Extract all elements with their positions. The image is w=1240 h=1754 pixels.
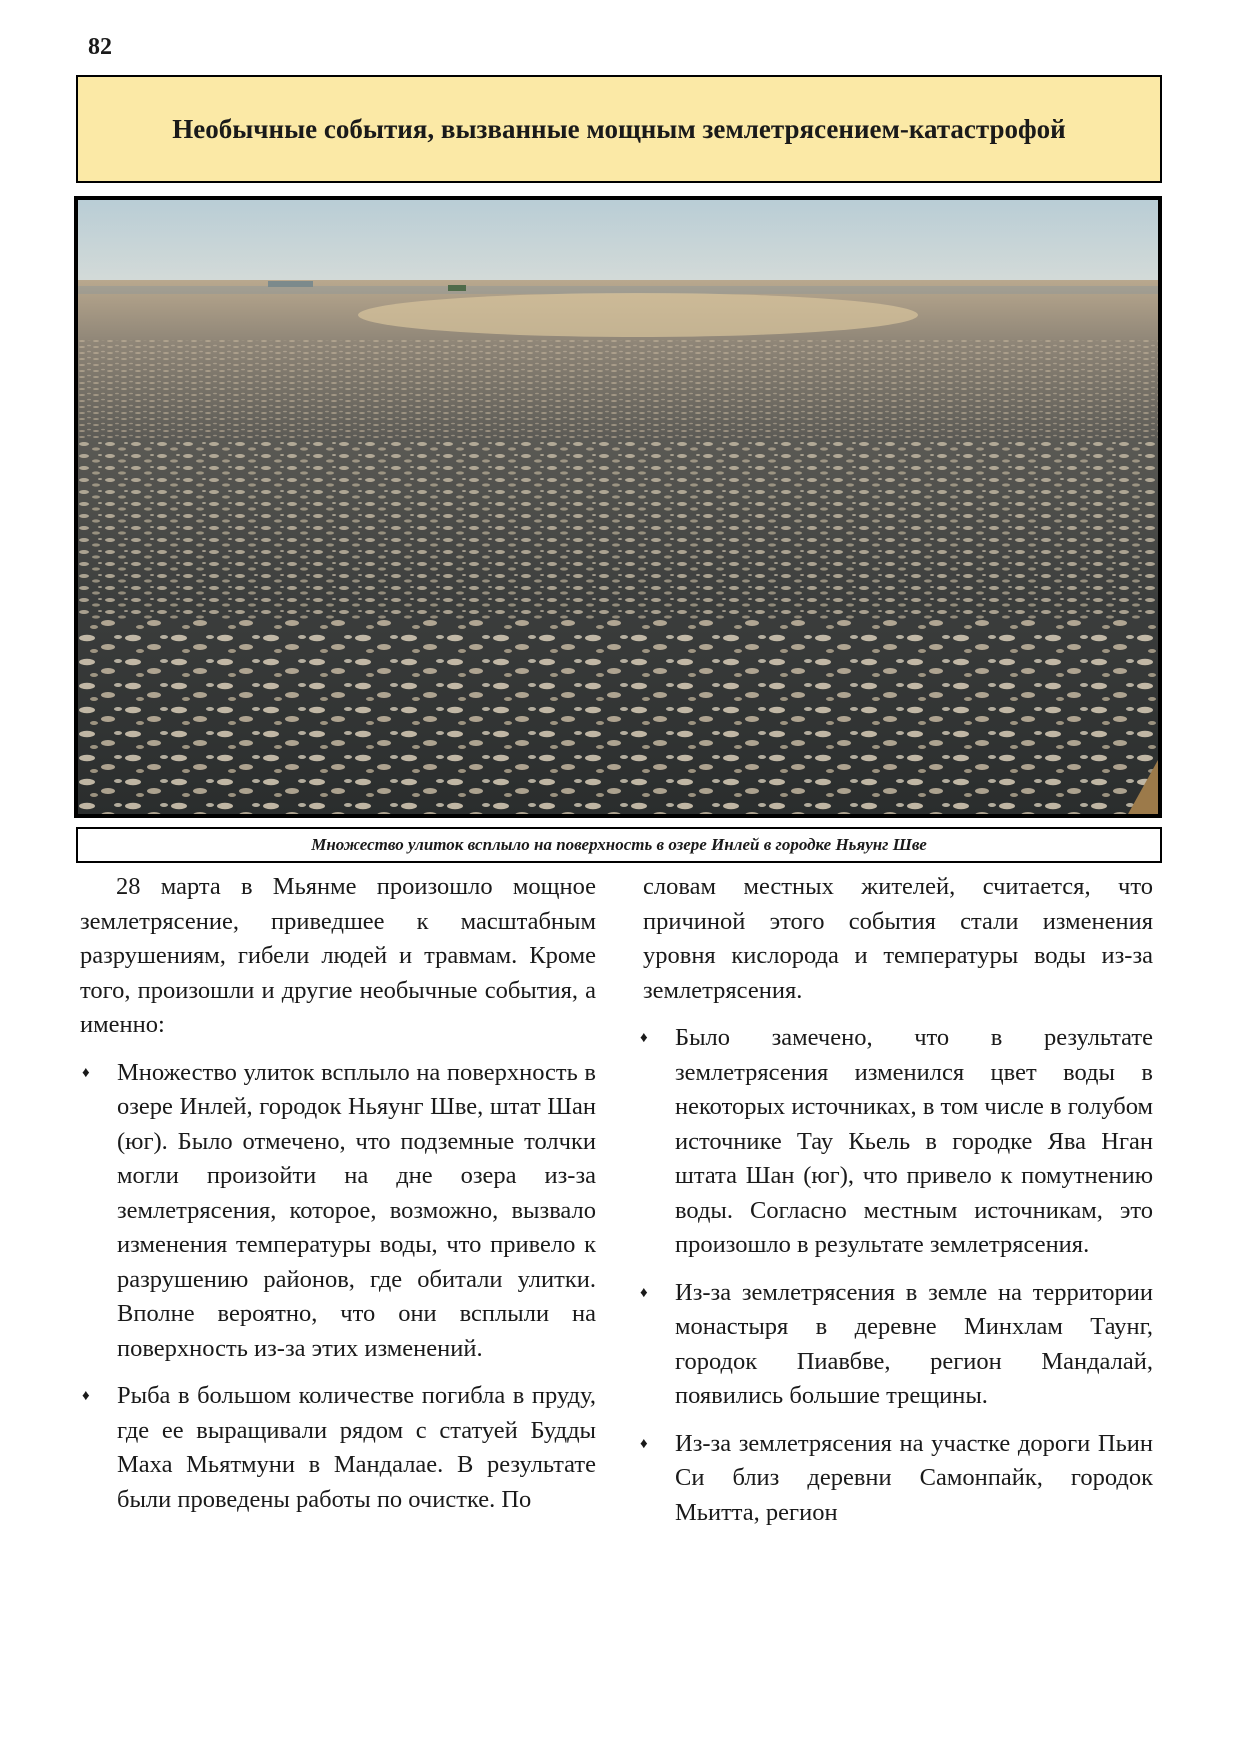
list-item	[640, 1276, 1153, 1414]
title-banner	[76, 75, 1162, 183]
photo-caption-box	[76, 827, 1162, 863]
list-item-text: Рыба в большом количестве погибла в пруду, где ее выращивали рядом с статуей Будды Маха Мьятмуни в Мандалае. В результате были проведены работы по очистке. По	[117, 1382, 596, 1513]
diamond-bullet-icon: ♦	[640, 1284, 648, 1301]
diamond-bullet-icon: ♦	[640, 1435, 648, 1452]
list-item	[80, 1379, 596, 1517]
list-item	[640, 1021, 1153, 1263]
diamond-bullet-icon: ♦	[82, 1388, 90, 1404]
intro-paragraph: 28 марта в Мьянме произошло мощное землетрясение, приведшее к масштабным разрушениям, гибели людей и травмам. Кроме того, произошли и другие необычные события, а именно:	[80, 873, 596, 1038]
page-title: Необычные события, вызванные мощным землетрясением-катастрофой	[172, 113, 1066, 144]
list-item-text: Из-за землетрясения на участке дороги Пьин Си близ деревни Самонпайк, городок Мьитта, регион	[675, 1429, 1153, 1526]
list-item	[640, 1427, 1153, 1531]
left-bullet-list	[80, 1056, 596, 1518]
right-bullet-list	[640, 1021, 1153, 1530]
page-number: 82	[88, 34, 112, 60]
lake-photo	[74, 196, 1162, 818]
continuation-paragraph: словам местных жителей, считается, что причиной этого события стали изменения уровня кислорода и температуры воды из-за землетрясения.	[643, 873, 1153, 1004]
list-item-text: Множество улиток всплыло на поверхность в озере Инлей, городок Ньяунг Шве, штат Шан (юг). Было отмечено, что подземные толчки могли произойти на дне озера из-за землетрясения, которое, возможно, вызвало изменения температуры воды, что привело к разрушению районов, где обитали улитки. Вполне вероятно, что они всплыли на поверхность из-за этих изменений.	[117, 1058, 596, 1362]
photo-caption: Множество улиток всплыло на поверхность в озере Инлей в городке Ньяунг Шве	[311, 835, 927, 854]
list-item	[80, 1056, 596, 1367]
left-column	[80, 870, 596, 1517]
list-item-text: Из-за землетрясения в земле на территории монастыря в деревне Минхлам Таунг, городок Пиавбве, регион Мандалай, появились большие трещины.	[675, 1278, 1153, 1409]
diamond-bullet-icon: ♦	[640, 1030, 648, 1046]
diamond-bullet-icon: ♦	[82, 1064, 90, 1081]
lake-with-floating-snails-photo	[78, 200, 1158, 814]
list-item-text: Было замечено, что в результате землетрясения изменился цвет воды в некоторых источниках, в том числе в голубом источнике Тау Кьель в городке Ява Нган штата Шан (юг), что привело к помутнению воды. Согласно местным источникам, это произошло в результате землетрясения.	[675, 1024, 1153, 1258]
right-column	[640, 870, 1153, 1530]
